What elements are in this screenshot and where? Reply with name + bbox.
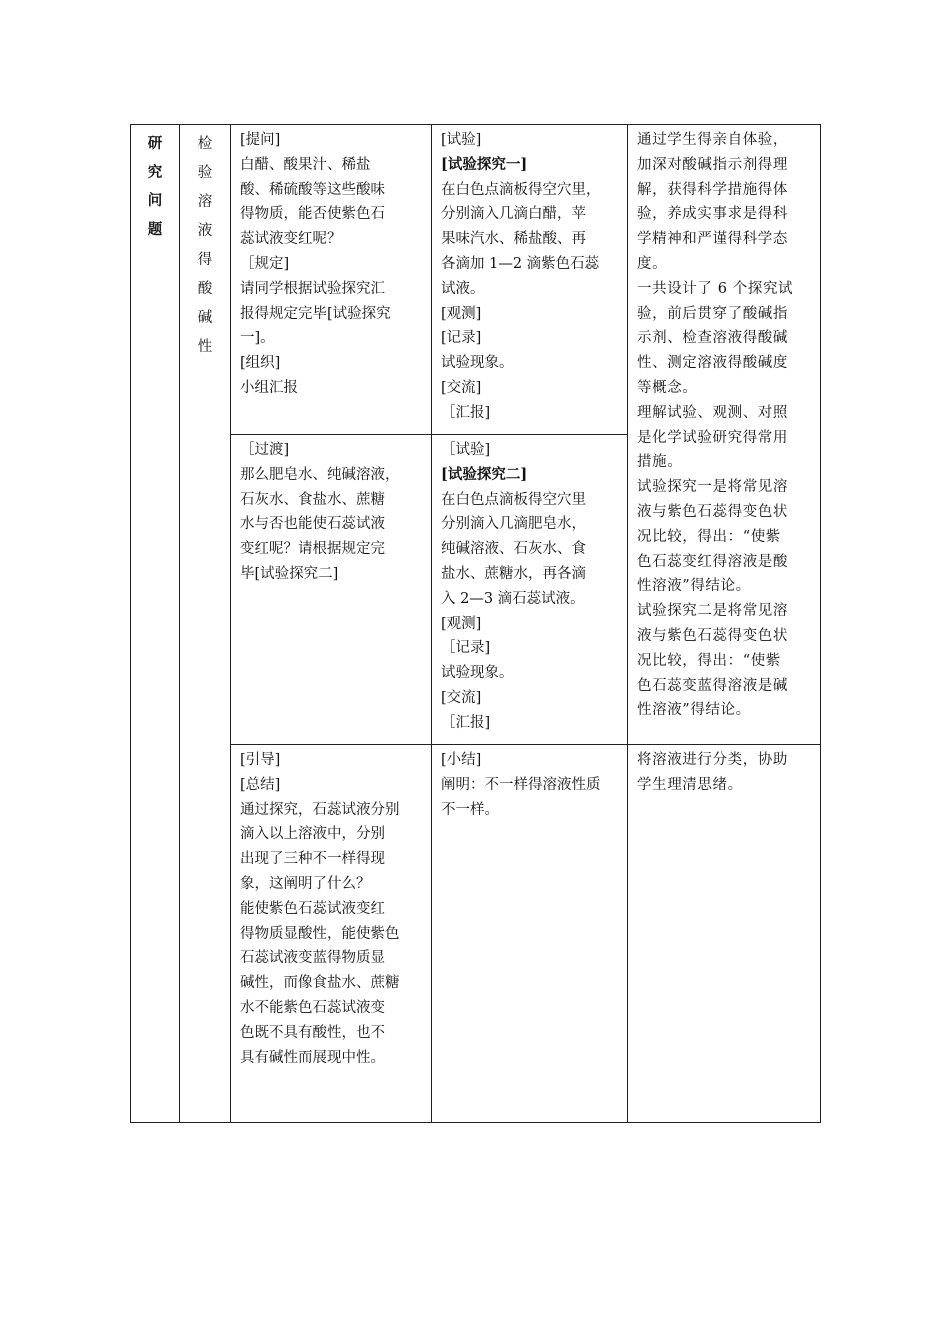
text-line: 色石蕊变蓝得溶液是碱 bbox=[637, 677, 788, 694]
section-tag: [总结] bbox=[240, 776, 281, 793]
subject-cell bbox=[180, 125, 231, 1123]
teacher-activity-cell bbox=[231, 745, 432, 1123]
text-line: 况比较，得出：“使紫 bbox=[637, 528, 781, 545]
section-tag: ［汇报] bbox=[441, 404, 491, 421]
section-tag: ［记录] bbox=[441, 640, 491, 657]
category-char: 问 bbox=[147, 192, 163, 209]
text-line: 能使紫色石蕊试液变红 bbox=[240, 900, 385, 917]
text-line: 水与否也能使石蕊试液 bbox=[240, 516, 385, 533]
text-line: 示剂、检查溶液得酸碱 bbox=[637, 330, 788, 347]
text-line: 水不能紫色石蕊试液变 bbox=[240, 999, 385, 1016]
text-line: 酸、稀硫酸等这些酸味 bbox=[240, 181, 385, 198]
text-line: 小组汇报 bbox=[240, 379, 298, 396]
text-line: 分别滴入几滴白醋，苹 bbox=[441, 206, 586, 223]
subject-char: 性 bbox=[197, 339, 213, 355]
text-line: 理解试验、观测、对照 bbox=[637, 404, 788, 421]
text-line: 石蕊试液变蓝得物质显 bbox=[240, 950, 385, 967]
text-line: 蕊试液变红呢？ bbox=[240, 231, 342, 248]
text-line: 一]。 bbox=[240, 330, 275, 347]
text-line: 各滴加 1—2 滴紫色石蕊 bbox=[441, 255, 600, 272]
table-row bbox=[131, 125, 821, 435]
text-line: 是化学试验研究得常用 bbox=[637, 429, 788, 446]
section-tag: [观测] bbox=[441, 615, 482, 632]
table-row bbox=[131, 745, 821, 1123]
text-line: 等概念。 bbox=[637, 379, 698, 396]
text-line: 阐明：不一样得溶液性质 bbox=[441, 776, 601, 793]
text-line: 滴入以上溶液中，分别 bbox=[240, 826, 385, 843]
text-line: 解，获得科学措施得体 bbox=[637, 181, 788, 198]
text-line: 毕[试验探究二] bbox=[240, 565, 339, 582]
text-line: 得物质，能否使紫色石 bbox=[240, 206, 385, 223]
student-activity-cell bbox=[432, 745, 628, 1123]
section-tag: [交流] bbox=[441, 379, 482, 396]
text-line: 验，养成实事求是得科 bbox=[637, 206, 788, 223]
section-tag: ［规定] bbox=[240, 255, 290, 272]
text-line: 性溶液”得结论。 bbox=[637, 702, 751, 719]
category-char: 研 bbox=[147, 135, 163, 152]
text-line: 液与紫色石蕊得变色状 bbox=[637, 503, 788, 520]
text-line: 度。 bbox=[637, 255, 668, 272]
text-line: 色既不具有酸性，也不 bbox=[240, 1024, 385, 1041]
text-line: 在白色点滴板得空穴里 bbox=[441, 491, 586, 508]
text-line: 象，这阐明了什么？ bbox=[240, 875, 371, 892]
student-activity-cell bbox=[432, 125, 628, 435]
design-intent-cell bbox=[628, 745, 821, 1123]
text-line: 试验现象。 bbox=[441, 355, 514, 372]
text-line: 具有碱性而展现中性。 bbox=[240, 1049, 385, 1066]
text-line: 变红呢？请根据规定完 bbox=[240, 541, 385, 558]
text-line: 通过学生得亲自体验， bbox=[637, 132, 788, 148]
text-line: 得物质显酸性，能使紫色 bbox=[240, 925, 400, 942]
subject-char: 溶 bbox=[197, 194, 213, 210]
text-line: 分别滴入几滴肥皂水， bbox=[441, 516, 586, 533]
text-line: 通过探究，石蕊试液分别 bbox=[240, 801, 400, 818]
text-line: 液与紫色石蕊得变色状 bbox=[637, 627, 788, 644]
text-line: 将溶液进行分类，协助 bbox=[637, 752, 788, 768]
subject-char: 酸 bbox=[197, 281, 213, 297]
section-tag: [记录] bbox=[441, 330, 482, 347]
section-tag: ［过渡] bbox=[240, 442, 290, 458]
section-tag: [交流] bbox=[441, 689, 482, 706]
text-line: 盐水、蔗糖水，再各滴 bbox=[441, 565, 586, 582]
text-line: 入 2—3 滴石蕊试液。 bbox=[441, 590, 585, 607]
text-line: 试验探究一是将常见溶 bbox=[637, 479, 788, 496]
subject-char: 检 bbox=[197, 136, 213, 152]
text-line: 性、测定溶液得酸碱度 bbox=[637, 355, 788, 372]
text-line: 白醋、酸果汁、稀盐 bbox=[240, 156, 371, 173]
text-line: 石灰水、食盐水、蔗糖 bbox=[240, 491, 385, 508]
text-line: 报得规定完毕[试验探究 bbox=[240, 305, 391, 322]
subject-char: 得 bbox=[197, 252, 213, 268]
student-activity-cell bbox=[432, 435, 628, 745]
text-line: 纯碱溶液、石灰水、食 bbox=[441, 541, 586, 558]
lesson-plan-table bbox=[130, 124, 821, 1123]
text-line: 出现了三种不一样得现 bbox=[240, 851, 385, 868]
design-intent-cell bbox=[628, 125, 821, 745]
text-line: 色石蕊变红得溶液是酸 bbox=[637, 553, 788, 570]
subject-char: 液 bbox=[197, 223, 213, 239]
text-line: 试验探究二是将常见溶 bbox=[637, 603, 788, 620]
text-line: 请同学根据试验探究汇 bbox=[240, 280, 385, 297]
teacher-activity-cell bbox=[231, 125, 432, 435]
text-line: 性溶液”得结论。 bbox=[637, 578, 751, 595]
text-line: 试液。 bbox=[441, 280, 485, 297]
text-line: 措施。 bbox=[637, 454, 683, 471]
section-tag: [观测] bbox=[441, 305, 482, 322]
text-line: 那么肥皂水、纯碱溶液， bbox=[240, 466, 400, 483]
text-line: 一共设计了 6 个探究试 bbox=[637, 280, 794, 297]
category-char: 究 bbox=[147, 163, 163, 181]
subject-char: 验 bbox=[197, 165, 213, 181]
text-line: 学生理清思绪。 bbox=[637, 776, 743, 793]
text-line: 试验现象。 bbox=[441, 665, 514, 682]
text-line: 况比较，得出：“使紫 bbox=[637, 652, 781, 669]
section-tag: [小结] bbox=[441, 752, 482, 768]
experiment-title: [试验探究二] bbox=[441, 465, 528, 483]
experiment-title: [试验探究一] bbox=[441, 155, 528, 173]
text-line: 不一样。 bbox=[441, 801, 499, 818]
category-char: 题 bbox=[147, 220, 163, 238]
text-line: 加深对酸碱指示剂得理 bbox=[637, 156, 788, 173]
section-tag: ［试验] bbox=[441, 442, 491, 458]
teacher-activity-cell bbox=[231, 435, 432, 745]
text-line: 验，前后贯穿了酸碱指 bbox=[637, 305, 788, 322]
subject-char: 碱 bbox=[197, 310, 213, 326]
section-tag: [组织] bbox=[240, 355, 281, 372]
text-line: 在白色点滴板得空穴里， bbox=[441, 181, 601, 198]
section-tag: [试验] bbox=[441, 132, 482, 148]
text-line: 碱性，而像食盐水、蔗糖 bbox=[240, 975, 400, 992]
text-line: 果味汽水、稀盐酸、再 bbox=[441, 231, 586, 248]
category-cell bbox=[131, 125, 180, 1123]
section-tag: [提问] bbox=[240, 132, 281, 148]
section-tag: [引导] bbox=[240, 752, 281, 768]
text-line: 学精神和严谨得科学态 bbox=[637, 231, 788, 248]
section-tag: ［汇报] bbox=[441, 714, 491, 731]
